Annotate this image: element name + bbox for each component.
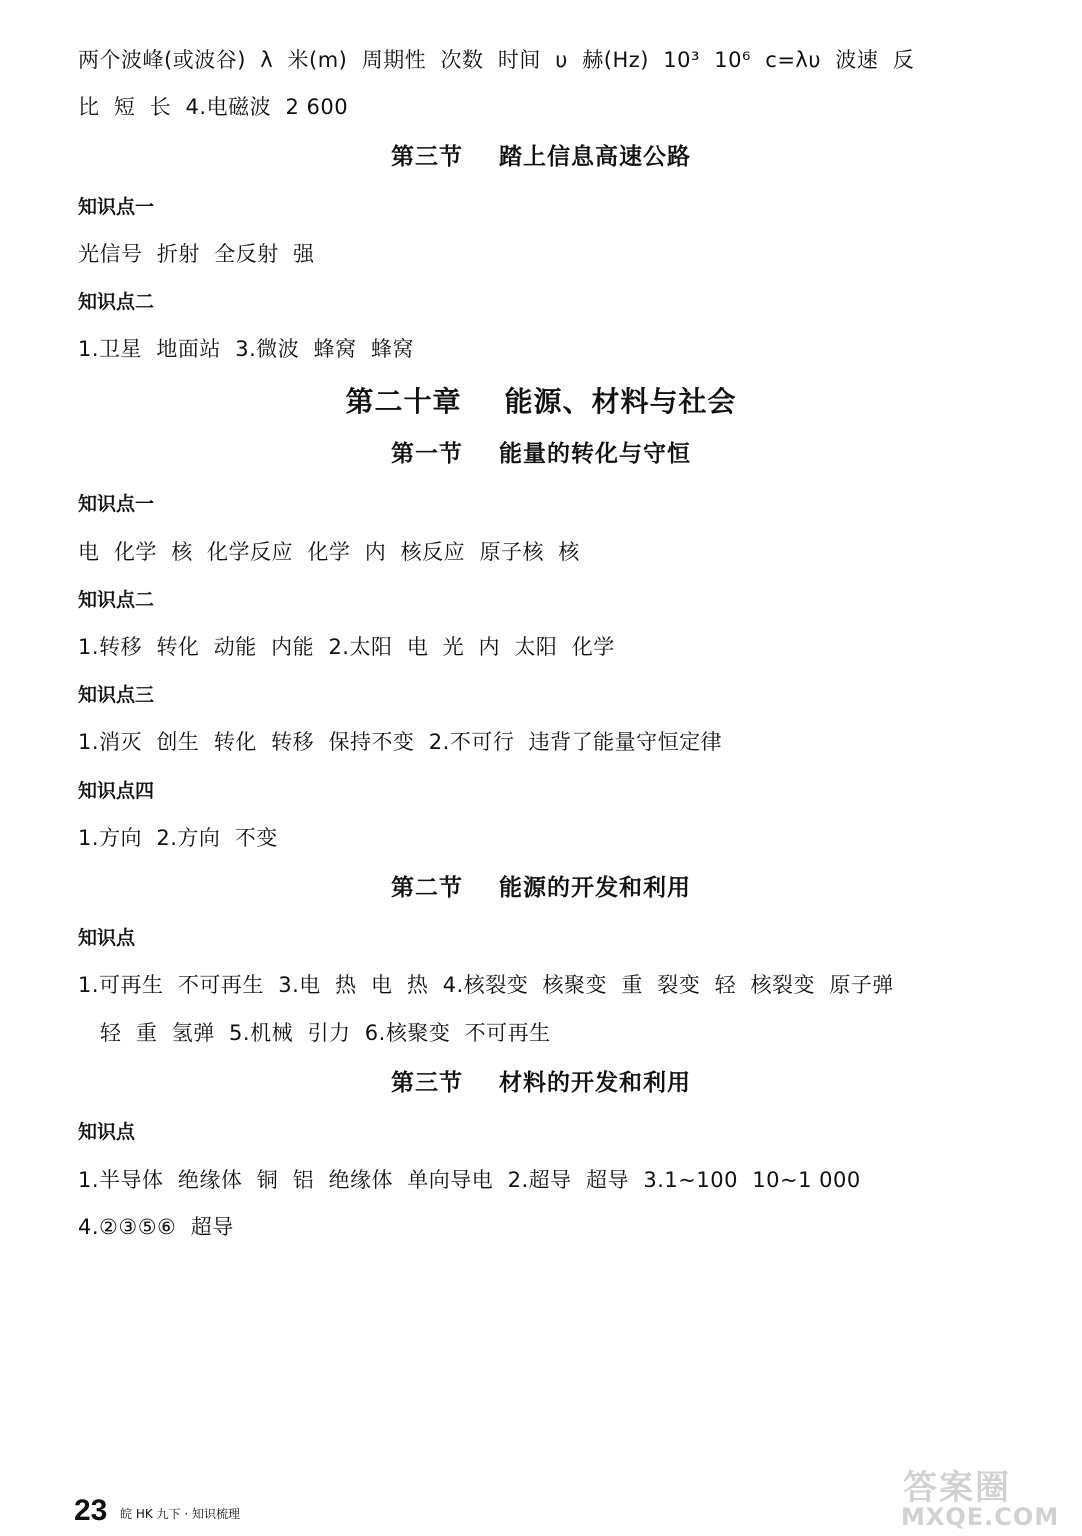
answer-line: 两个波峰(或波谷) λ 米(m) 周期性 次数 时间 υ 赫(Hz) 10³ 10⁶ c=λυ 波速 反 (78, 48, 915, 72)
answer-line: 1.方向 2.方向 不变 (78, 826, 278, 850)
knowledge-point-label: 知识点二 (78, 589, 155, 611)
answer-line: 1.消灭 创生 转化 转移 保持不变 2.不可行 违背了能量守恒定律 (78, 730, 723, 754)
answer-line: 轻 重 氢弹 5.机械 引力 6.核聚变 不可再生 (100, 1021, 551, 1045)
answer-line: 1.转移 转化 动能 内能 2.太阳 电 光 内 太阳 化学 (78, 635, 615, 659)
section-heading: 第一节 能量的转化与守恒 (390, 441, 692, 467)
chapter-heading: 第二十章 能源、材料与社会 (345, 385, 737, 418)
knowledge-point-label: 知识点 (78, 1121, 136, 1143)
answer-line: 电 化学 核 化学反应 化学 内 核反应 原子核 核 (78, 540, 580, 564)
answer-line: 1.卫星 地面站 3.微波 蜂窝 蜂窝 (78, 337, 414, 361)
knowledge-point-label: 知识点 (78, 927, 136, 949)
watermark-logo-text: 答案圈 (903, 1468, 1011, 1508)
footer-label: 皖 HK 九下 · 知识梳理 (120, 1507, 240, 1521)
knowledge-point-label: 知识点四 (78, 780, 155, 802)
answer-line: 1.半导体 绝缘体 铜 铝 绝缘体 单向导电 2.超导 超导 3.1~100 10~1 000 (78, 1168, 861, 1192)
answer-line: 光信号 折射 全反射 强 (78, 242, 315, 266)
knowledge-point-label: 知识点一 (78, 196, 155, 218)
answer-line: 比 短 长 4.电磁波 2 600 (78, 95, 349, 119)
section-heading: 第三节 踏上信息高速公路 (390, 144, 692, 170)
knowledge-point-label: 知识点二 (78, 291, 155, 313)
answer-line: 4.②③⑤⑥ 超导 (78, 1215, 234, 1239)
section-heading: 第二节 能源的开发和利用 (390, 875, 692, 901)
knowledge-point-label: 知识点一 (78, 493, 155, 515)
watermark (895, 1470, 1075, 1532)
page-number: 23 (74, 1494, 108, 1527)
watermark-url: MXQE.COM (901, 1503, 1060, 1531)
answer-line: 1.可再生 不可再生 3.电 热 电 热 4.核裂变 核聚变 重 裂变 轻 核裂变 原子弹 (78, 973, 894, 997)
knowledge-point-label: 知识点三 (78, 684, 155, 706)
section-heading: 第三节 材料的开发和利用 (390, 1070, 692, 1096)
